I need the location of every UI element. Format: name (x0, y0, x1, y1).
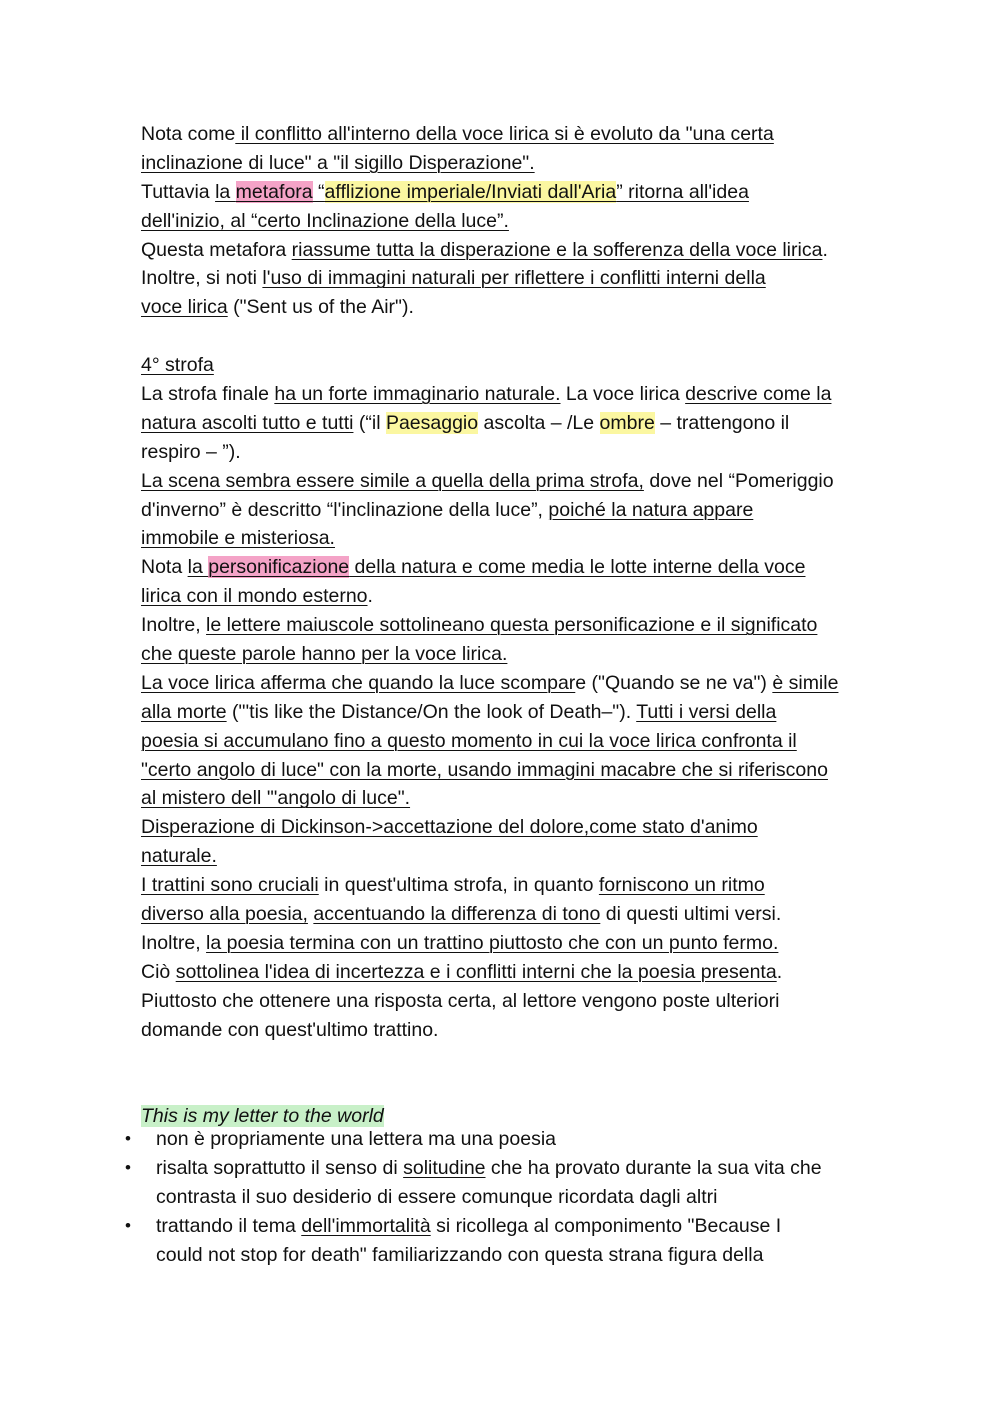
yellow-highlighted-text: afflizione imperiale/Inviati dall'Aria (324, 180, 617, 203)
underlined-text: Tutti i versi della (636, 700, 777, 723)
text-line (141, 264, 931, 293)
underlined-text: solitudine (403, 1156, 486, 1179)
pink-highlighted-text: metafora (235, 180, 313, 203)
underlined-text: riassume tutta la disperazione e la sofferenza della voce lirica (291, 238, 823, 261)
text-line (141, 842, 931, 871)
text-run: could not stop for death" familiarizzando con questa strana figura della (156, 1243, 764, 1266)
underlined-text: La voce lirica afferma che quando la luce scompar (141, 671, 576, 694)
text-run: d'inverno” è descritto “l'inclinazione della luce”, (141, 498, 549, 521)
text-line (141, 727, 931, 756)
bullet-list (125, 1125, 931, 1269)
text-line (141, 438, 931, 467)
list-item (125, 1212, 931, 1270)
underlined-text: l'uso di immagini naturali per riflettere i conflitti interni della (262, 267, 766, 290)
underlined-text: al mistero dell '"angolo di luce". (141, 787, 411, 810)
underlined-text: che queste parole hanno per la voce lirica. (141, 643, 508, 666)
text-run: Inoltre, si noti (141, 267, 263, 290)
text-run: La strofa finale (141, 383, 275, 406)
underlined-text: il conflitto all'interno della voce lirica si è evoluto da "una certa (235, 123, 774, 145)
underlined-text: diverso alla poesia, (141, 903, 308, 926)
underlined-text: la poesia termina con un trattino piuttosto che con un punto fermo. (206, 931, 779, 954)
text-run: . (822, 238, 828, 261)
text-run: si ricollega al componimento "Because I (430, 1214, 782, 1237)
underlined-text: poesia si accumulano fino a questo momento in cui la voce lirica confronta il (141, 729, 797, 752)
text-line (141, 120, 931, 149)
text-line (141, 149, 931, 178)
blank-line (141, 322, 931, 351)
text-run: contrasta il suo desiderio di essere comunque ricordata dagli altri (156, 1185, 718, 1208)
text-line (141, 207, 931, 236)
text-line (156, 1125, 931, 1154)
underlined-text: la (187, 556, 209, 579)
yellow-highlighted-text: Paesaggio (385, 411, 479, 434)
text-run: in quest'ultima strofa, in quanto (318, 874, 599, 897)
underlined-text: lirica con il mondo esterno (141, 585, 368, 608)
text-run: . (776, 960, 783, 983)
underlined-text: I trattini sono cruciali (141, 874, 319, 897)
text-line (156, 1212, 931, 1241)
underlined-text: poiché la natura appare (548, 498, 754, 521)
text-line (141, 582, 931, 611)
underlined-text: ha un forte immaginario naturale. (274, 383, 561, 406)
underlined-text: voce lirica (141, 296, 228, 319)
text-line (141, 698, 931, 727)
underlined-text: ” ritorna all'idea (616, 180, 749, 203)
underlined-text: dell'inizio, al “certo Inclinazione della luce”. (141, 209, 509, 232)
underlined-text: alla morte (141, 700, 227, 723)
underlined-text: la (215, 180, 236, 203)
text-run: di questi ultimi versi. (600, 903, 782, 926)
text-run: Ciò (141, 960, 176, 983)
underlined-text: dell'immortalità (301, 1214, 431, 1237)
text-run: non è propriamente una lettera ma una poesia (156, 1128, 557, 1150)
text-line (141, 929, 931, 958)
bullet-icon: • (125, 1157, 131, 1177)
text-line (141, 553, 931, 582)
text-line (141, 293, 931, 322)
underlined-text: La scena sembra essere simile a quella della prima strofa, (141, 469, 644, 492)
text-line (141, 958, 931, 987)
text-run: che ha provato durante la sua vita che (485, 1156, 822, 1179)
text-line (141, 871, 931, 900)
text-line (141, 467, 931, 496)
underlined-text: immobile e misteriosa. (141, 527, 335, 550)
heading-text: 4° strofa (141, 354, 214, 377)
green-highlighted-text: This is my letter to the world (141, 1105, 384, 1128)
text-run: respiro – ”). (141, 440, 241, 463)
text-run: Inoltre, (141, 614, 207, 637)
text-line (141, 611, 931, 640)
text-line (141, 1016, 931, 1045)
underlined-text: della natura e come media le lotte interne della voce (349, 556, 806, 579)
text-run: Tuttavia (141, 180, 216, 203)
text-line (156, 1154, 931, 1183)
text-run: ascolta – /Le (478, 411, 600, 434)
list-item (125, 1125, 931, 1154)
text-run: (“il (353, 411, 386, 434)
text-line (141, 813, 931, 842)
text-run: trattando il tema (156, 1214, 302, 1237)
underlined-text: naturale. (141, 845, 217, 868)
bullet-icon: • (125, 1129, 131, 1148)
text-line (141, 987, 931, 1016)
text-line (141, 380, 931, 409)
underlined-text: accentuando la differenza di tono (313, 903, 601, 926)
text-line (141, 178, 931, 207)
text-run: ("Sent us of the Air"). (227, 296, 414, 319)
underlined-text: natura ascolti tutto e tutti (141, 411, 354, 434)
underlined-text: Disperazione di Dickinson->accettazione del dolore,come stato d'animo (141, 816, 758, 839)
underlined-text: è simile (772, 671, 839, 694)
text-line (141, 756, 931, 785)
yellow-highlighted-text: ombre (599, 411, 655, 434)
text-line (156, 1241, 931, 1270)
text-run: domande con quest'ultimo trattino. (141, 1018, 439, 1041)
text-run: Piuttosto che ottenere una risposta certa, al lettore vengono poste ulteriori (141, 989, 780, 1012)
underlined-text: descrive come la (685, 383, 832, 406)
blank-line (141, 1045, 931, 1103)
text-line (141, 524, 931, 553)
text-run: Nota (141, 556, 188, 579)
text-run: Inoltre, (141, 931, 207, 954)
document-body (141, 120, 931, 1131)
text-run: ("'tis like the Distance/On the look of Death–"). (226, 700, 637, 723)
text-line (141, 640, 931, 669)
text-line (141, 784, 931, 813)
text-line (141, 236, 931, 265)
text-run: – trattengono il (654, 411, 790, 434)
text-run: . (367, 585, 373, 608)
text-run: Nota come (141, 123, 236, 145)
underlined-text: le lettere maiuscole sottolineano questa personificazione e il significato (206, 614, 818, 637)
text-line (156, 1183, 931, 1212)
text-run: La voce lirica (560, 383, 686, 406)
underlined-text: "certo angolo di luce" con la morte, usando immagini macabre che si riferiscono (141, 758, 828, 781)
underlined-text: “ (312, 180, 325, 203)
text-run: dove nel “Pomeriggio (643, 469, 834, 492)
text-line (141, 496, 931, 525)
text-line (141, 409, 931, 438)
underlined-text: sottolinea l'idea di incertezza e i conflitti interni che la poesia presenta (175, 960, 777, 983)
underlined-text: forniscono un ritmo (598, 874, 765, 897)
text-line (141, 900, 931, 929)
pink-highlighted-text: personificazione (208, 556, 350, 579)
underlined-text: inclinazione di luce" a "il sigillo Disperazione". (141, 151, 535, 174)
list-item (125, 1154, 931, 1212)
text-run: risalta soprattutto il senso di (156, 1156, 404, 1179)
text-run: e ("Quando se ne va") (575, 671, 773, 694)
bullet-icon: • (125, 1215, 131, 1235)
text-line (141, 669, 931, 698)
section-heading (141, 351, 931, 380)
text-run: Questa metafora (141, 238, 292, 261)
